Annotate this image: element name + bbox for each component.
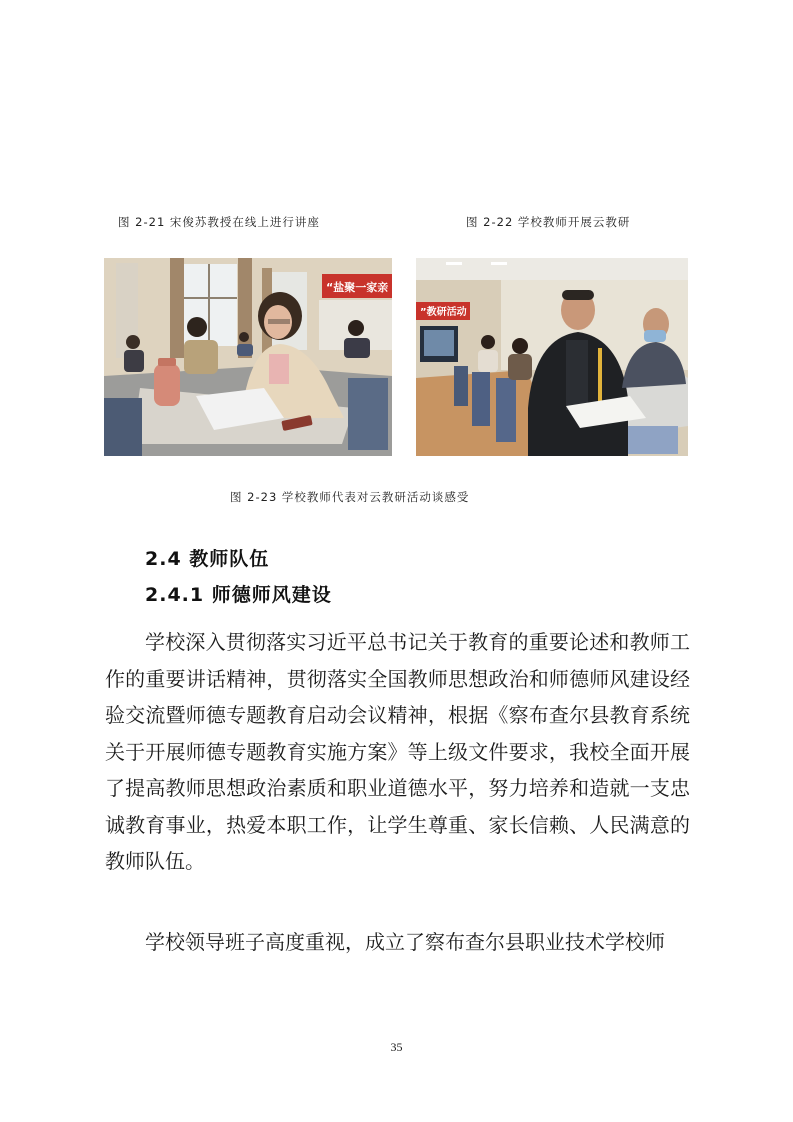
body-paragraph: 学校领导班子高度重视，成立了察布查尔县职业技术学校师 [145, 930, 665, 954]
classroom-banner-text: “盐聚一家亲 [326, 281, 389, 294]
photo-teachers-cloud-research [416, 258, 688, 456]
classroom-banner-text: ”教研活动 [420, 307, 467, 318]
section-heading: 2.4 教师队伍 [145, 548, 270, 570]
body-paragraph: 学校深入贯彻落实习近平总书记关于教育的重要论述和教师工作的重要讲话精神，贯彻落实全国教师思想政治和师德师风建设经验交流暨师德专题教育启动会议精神，根据《察布查尔县教育系统关于开展师德专题教育实施方案》等上级文件要求，我校全面开展了提高教师思想政治素质和职业道德水平，努力培养和造就一支忠诚教育事业，热爱本职工作，让学生尊重、家长信赖、人民满意的教师队伍。 [105, 630, 690, 873]
subsection-heading: 2.4.1 师德师风建设 [145, 584, 332, 606]
page-number: 35 [390, 1040, 403, 1054]
figure-caption-2-23: 图 2-23 学校教师代表对云教研活动谈感受 [230, 490, 470, 504]
photo-teachers-online-lecture [104, 258, 392, 456]
figure-caption-2-21: 图 2-21 宋俊苏教授在线上进行讲座 [118, 215, 320, 229]
figure-caption-2-22: 图 2-22 学校教师开展云教研 [466, 215, 631, 229]
